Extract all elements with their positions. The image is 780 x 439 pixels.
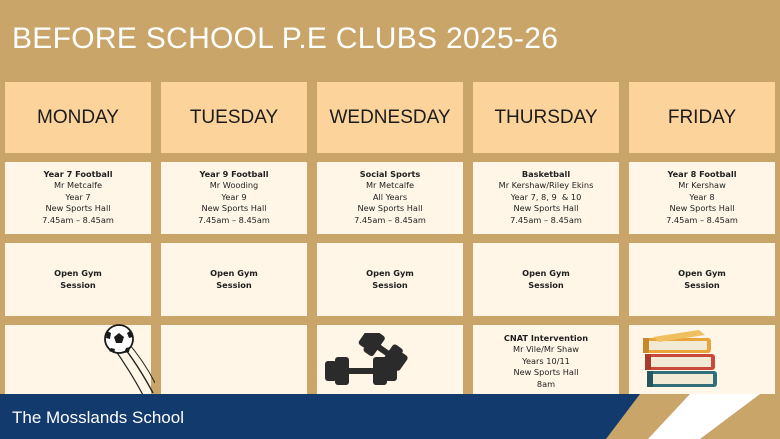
club-staff: Mr Metcalfe [53,180,103,191]
football-icon [99,323,155,395]
club-years: All Years [372,191,408,202]
club-venue: New Sports Hall [357,203,423,214]
open-gym-cell-friday [629,243,775,316]
intervention-venue: New Sports Hall [513,367,579,378]
club-name: Social Sports [359,169,421,179]
day-header-tuesday: TUESDAY [161,82,307,153]
timetable-grid [5,82,775,394]
open-gym-label: Open Gym [366,268,414,279]
club-cell-monday [5,162,151,234]
extra-cell-friday [629,325,775,394]
club-years: Year 9 [221,191,247,202]
club-years: Year 8 [689,191,715,202]
club-cell-thursday [473,162,619,234]
page-title: BEFORE SCHOOL P.E CLUBS 2025-26 [12,22,559,55]
club-staff: Mr Wooding [209,180,259,191]
day-header-wednesday: WEDNESDAY [317,82,463,153]
club-venue: New Sports Hall [45,203,111,214]
club-years: Year 7 [65,191,91,202]
open-gym-label: Open Gym [522,268,570,279]
club-name: Year 7 Football [43,169,113,179]
club-cell-friday [629,162,775,234]
club-cell-wednesday [317,162,463,234]
club-venue: New Sports Hall [201,203,267,214]
day-header-friday: FRIDAY [629,82,775,153]
club-venue: New Sports Hall [669,203,735,214]
open-gym-session: Session [216,279,252,290]
day-header-monday: MONDAY [5,82,151,153]
dumbbell-icon [323,333,413,389]
club-name: Year 9 Football [199,169,269,179]
club-years: Year 7, 8, 9 & 10 [510,191,582,202]
club-time: 7.45am – 8.45am [198,214,270,225]
club-name: Basketball [521,169,571,179]
open-gym-label: Open Gym [210,268,258,279]
intervention-time: 8am [536,378,556,389]
intervention-years: Years 10/11 [522,355,570,366]
day-header-thursday: THURSDAY [473,82,619,153]
open-gym-cell-thursday [473,243,619,316]
club-venue: New Sports Hall [513,203,579,214]
club-time: 7.45am – 8.45am [666,214,738,225]
club-staff: Mr Metcalfe [365,180,415,191]
club-time: 7.45am – 8.45am [42,214,114,225]
intervention-cell-thursday [473,325,619,394]
open-gym-label: Open Gym [54,268,102,279]
club-name: Year 8 Football [667,169,737,179]
club-time: 7.45am – 8.45am [510,214,582,225]
open-gym-session: Session [372,279,408,290]
open-gym-cell-monday [5,243,151,316]
extra-cell-monday [5,325,151,394]
open-gym-session: Session [684,279,720,290]
intervention-name: CNAT Intervention [503,333,589,343]
open-gym-cell-wednesday [317,243,463,316]
open-gym-cell-tuesday [161,243,307,316]
club-staff: Mr Kershaw [678,180,726,191]
extra-cell-tuesday [161,325,307,394]
extra-cell-wednesday [317,325,463,394]
club-cell-tuesday [161,162,307,234]
books-icon [639,329,723,391]
footer-bar [0,394,780,439]
intervention-staff: Mr Vile/Mr Shaw [513,344,579,355]
club-staff: Mr Kershaw/Riley Ekins [498,180,594,191]
open-gym-session: Session [528,279,564,290]
open-gym-label: Open Gym [678,268,726,279]
open-gym-session: Session [60,279,96,290]
school-name: The Mosslands School [12,408,184,427]
club-time: 7.45am – 8.45am [354,214,426,225]
